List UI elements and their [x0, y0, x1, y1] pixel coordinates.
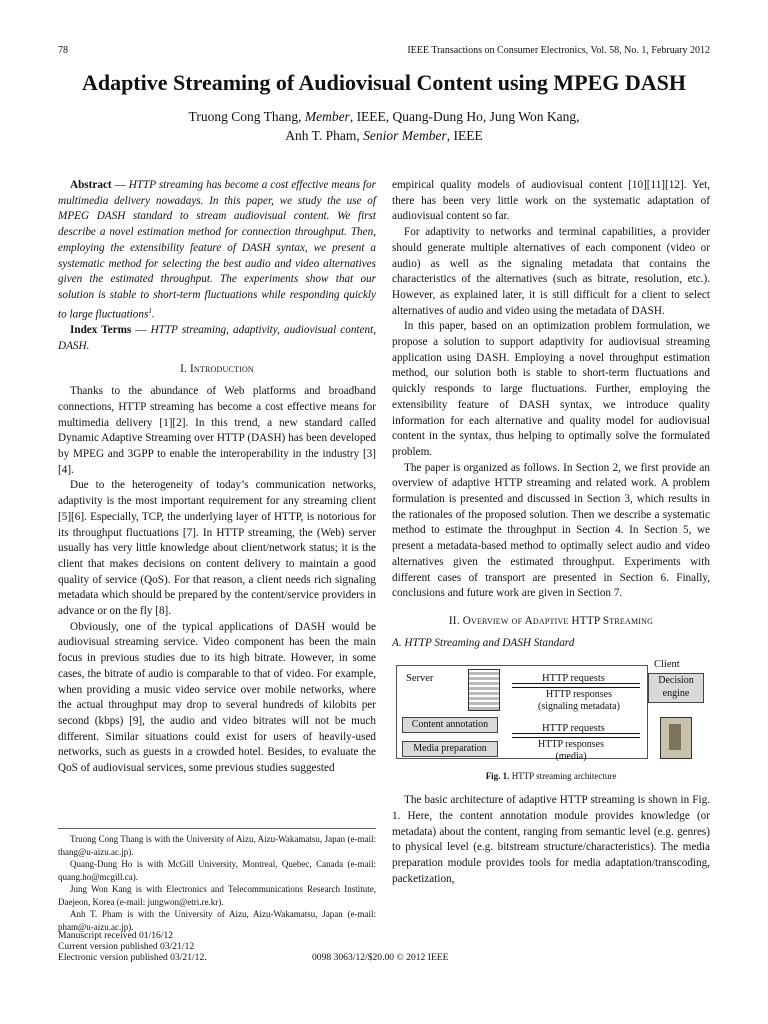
- author-grade: Senior Member: [363, 128, 447, 143]
- http-requests-label: HTTP requests: [542, 673, 605, 685]
- decision-engine-box: [648, 673, 704, 703]
- subsection-heading: A. HTTP Streaming and DASH Standard: [392, 636, 575, 649]
- http-requests-label-2: HTTP requests: [542, 723, 605, 735]
- author-text: , IEEE: [446, 128, 483, 143]
- abstract-label: Abstract: [70, 179, 112, 191]
- index-terms-label: Index Terms: [70, 324, 132, 337]
- intro-paragraph-2: Due to the heterogeneity of today’s communication networks, adaptivity is the most important requirement for any streaming client [5][6]. Especially, TCP, the underlying layer of HTTP, is notorious for its throughput fluctuations [7]. In HTTP streaming, the (Web) server usually has very little knowledge about client/network status; it is the client that makes decisions on content delivery to maintain a good quality of service (QoS). For that reason, a client needs rich signaling metadata which should be prepared by the content/service providers in advance or on the fly [8].: [58, 479, 376, 618]
- author-text: Anh T. Pham,: [285, 128, 364, 143]
- section-heading-introduction: I. Introduction: [180, 363, 254, 376]
- page-number: 78: [58, 45, 68, 56]
- media-text: (media): [555, 751, 587, 763]
- engine-text: engine: [662, 688, 690, 700]
- author-line-2: [60, 126, 708, 145]
- abstract-dash: —: [111, 179, 129, 191]
- figure-1: [392, 657, 710, 767]
- paper-title: Adaptive Streaming of Audiovisual Content using MPEG DASH: [81, 70, 687, 95]
- response-arrow-2: [512, 737, 640, 738]
- current-version: Current version published 03/21/12: [58, 941, 195, 952]
- left-column: [58, 178, 376, 777]
- body-paragraph: In this paper, based on an optimization problem formulation, we propose a solution to support adaptivity for audiovisual streaming application using DASH. Employing a novel throughput estimation method, our solution both is stable to short-term fluctuations and quickly responds to large fluctuations. Further, employing the extensibility feature of DASH syntax, we introduce quality information for each alternative and quality model for audiovisual content in the syntax, thus helping to optimally solve the formulated problem.: [392, 320, 710, 458]
- client-label: Client: [654, 659, 680, 671]
- figure-caption: [392, 769, 710, 785]
- index-terms-dash: —: [131, 324, 151, 337]
- index-terms: [58, 323, 376, 354]
- abstract-text: HTTP streaming has become a cost effective means for multimedia delivery nowadays. In this paper, we study the use of MPEG DASH standard to stream audiovisual content. We first describe a novel estimation method for connection throughput. Then, employing the extensibility feature of DASH syntax, we present a systematic method for selecting the best audio and video alternatives given the estimated throughput. The experiments show that our solution is stable to short-term fluctuations while responding quickly to large fluctuations: [58, 179, 376, 321]
- right-column: [392, 178, 710, 887]
- http-responses-metadata-label: [538, 689, 620, 713]
- author-text: , IEEE, Quang-Dung Ho, Jung Won Kang,: [349, 109, 580, 124]
- http-responses-media-label: [538, 739, 604, 763]
- caption-label: Fig. 1.: [485, 771, 510, 782]
- body-paragraph: For adaptivity to networks and terminal capabilities, a provider should generate multiple alternatives of each component (video or audio) as well as the signaling metadata that contains the characteristics of the alternatives (such as bitrate, resolution, etc.). However, as explained later, it is still difficult for a client to select alternatives of audio and video using the metadata of DASH.: [392, 226, 710, 317]
- author-line-1: [60, 107, 708, 126]
- footnote: Jung Won Kang is with Electronics and Telecommunications Research Institute, Daejeon, Korea (e-mail: jungwon@etri.re.kr).: [58, 884, 376, 907]
- decision-text: Decision: [658, 675, 694, 687]
- author-block: [60, 107, 708, 145]
- author-grade: Member: [304, 109, 350, 124]
- section-heading-overview: II. Overview of Adaptive HTTP Streaming: [448, 614, 654, 627]
- http-responses-text: HTTP responses: [538, 739, 605, 751]
- media-preparation-box: Media preparation: [402, 741, 498, 757]
- journal-name: IEEE Transactions on Consumer Electronics, Vol. 58, No. 1, February 2012: [407, 45, 710, 56]
- abstract-end: .: [151, 308, 155, 321]
- manuscript-received: Manuscript received 01/16/12: [58, 930, 174, 941]
- abstract: [58, 178, 376, 323]
- footnote-mark: 1: [148, 306, 152, 315]
- request-arrow-2: [512, 733, 640, 734]
- intro-paragraph-1: Thanks to the abundance of Web platforms and broadband connections, HTTP streaming has become a cost effective means for multimedia delivery [1][2]. In this trend, a new standard called Dynamic Adaptive Streaming over HTTP (DASH) has been developed by MPEG and 3GPP to enable the interoperability in the industry [3][4].: [58, 385, 376, 476]
- client-device-icon: [660, 717, 692, 759]
- footnote: Anh T. Pham is with the University of Aizu, Aizu-Wakamatsu, Japan (e-mail: pham@u-aizu.ac.jp).: [58, 909, 376, 932]
- intro-paragraph-3: Obviously, one of the typical applications of DASH would be audiovisual streaming service. Video component has been the main focus in previous studies due to its high bitrate. However, in some cases, the bitrate of audio is comparable to that of video. For example, when providing a music video service over mobile networks, where the actual throughput may drop to several hundreds of kilobits per second (kbps) [9], the audio and video bitrates will not be much different. Similar situations could exist for users of heavily-used networks, such as guests in a crowded hotel. Besides, to evaluate the QoS of audiovisual services, some previous studies suggested: [58, 620, 376, 775]
- server-label: Server: [406, 673, 434, 685]
- manuscript-history: [58, 930, 207, 963]
- response-arrow: [512, 687, 640, 688]
- request-arrow: [512, 683, 640, 684]
- caption-text: HTTP streaming architecture: [511, 771, 617, 782]
- body-paragraph: The paper is organized as follows. In Section 2, we first provide an overview of adaptive HTTP streaming and related work. A problem formulation is presented and discussed in Section 3, which results in the rationales of the proposed solution. Then we describe a systematic method to estimate the throughput in Section 4. In Section 5, we present a metadata-based method to optimally select audio and video alternatives given the estimated throughput. Experiments with different cases of transport are presented in Section 6. Finally, conclusions and future work are given in Section 7.: [392, 461, 710, 600]
- signaling-metadata-text: (signaling metadata): [538, 701, 620, 713]
- running-header: [58, 45, 710, 56]
- server-rack-icon: [468, 669, 500, 711]
- author-text: Truong Cong Thang,: [188, 109, 305, 124]
- copyright-line: 0098 3063/12/$20.00 © 2012 IEEE: [312, 952, 449, 963]
- index-terms-text: HTTP streaming, adaptivity, audiovisual content, DASH.: [58, 324, 376, 352]
- content-annotation-box: Content annotation: [402, 717, 498, 733]
- footnote: Quang-Dung Ho is with McGill University, Montreal, Quebec, Canada (e-mail: quang.ho@mcgill.ca).: [58, 859, 376, 882]
- http-responses-text: HTTP responses: [545, 689, 612, 701]
- footnote: Truong Cong Thang is with the University of Aizu, Aizu-Wakamatsu, Japan (e-mail: thang@u-aizu.ac.jp).: [58, 834, 376, 857]
- author-footnotes: [58, 828, 376, 933]
- body-paragraph-continued: empirical quality models of audiovisual content [10][11][12]. Yet, there has been very little work on the systematic adaptation of audiovisual content so far.: [392, 179, 710, 223]
- body-paragraph-architecture: The basic architecture of adaptive HTTP streaming is shown in Fig. 1. Here, the content annotation module provides knowledge (or metadata) about the content, ranging from semantic level (e.g. genres) to physical level (e.g. bitstream structure/characteristics). The media preparation module provides tools for media adaptation/transcoding, packetization,: [392, 794, 710, 885]
- electronic-version: Electronic version published 03/21/12.: [58, 952, 207, 963]
